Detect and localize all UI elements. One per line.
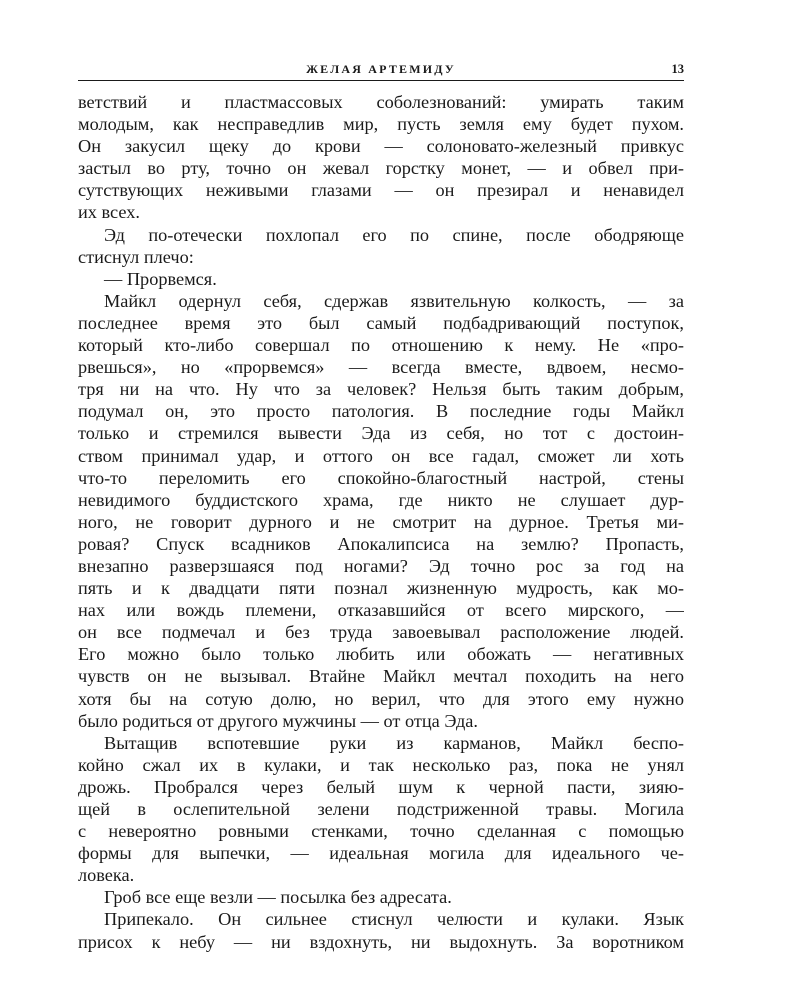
running-title: ЖЕЛАЯ АРТЕМИДУ [306,62,456,76]
text-line: застыл во рту, точно он жевал горстку монет, — и обвел при- [78,158,684,179]
text-line: дрожь. Пробрался через белый шум к черной пасти, зияю- [78,776,684,797]
text-line: чувств он не вызывал. Втайне Майкл мечтал походить на него [78,666,684,687]
text-line: Его можно было только любить или обожать — негативных [78,644,684,665]
text-line: что-то переломить его спокойно-благостный настрой, стены [78,467,684,488]
text-line: щей в ослепительной зелени подстриженной травы. Могила [78,799,684,819]
text-line: ловека. [78,865,135,886]
text-line: пять и к двадцати пяти познал жизненную мудрость, как мо- [78,578,684,599]
text-line: только и стремился вывести Эда из себя, но тот с достоин- [78,423,684,444]
body-text [78,91,684,953]
text-line: их всех. [78,202,140,223]
text-line: ного, не говорит дурного и не смотрит на дурное. Третья ми- [78,511,684,532]
text-line: молодым, как несправедлив мир, пусть земля ему будет пухом. [78,114,684,135]
text-line: невидимого буддистского храма, где никто не слушает дур- [78,489,684,510]
text-line: с невероятно ровными стенками, точно сделанная с помощью [78,821,684,842]
text-line: стиснул плечо: [78,246,194,267]
page-number: 13 [671,62,684,76]
text-line: ветствий и пластмассовых соболезнований: умирать таким [78,92,684,112]
text-line: нах или вождь племени, отказавшийся от всего мирского, — [78,600,684,621]
text-line: Припекало. Он сильнее стиснул челюсти и кулаки. Язык [104,909,684,930]
text-line: Эд по-отечески похлопал его по спине, после ободряюще [104,224,684,245]
book-page [78,58,684,953]
text-line: Он закусил щеку до крови — солоновато-железный привкус [78,136,684,157]
text-line: тря ни на что. Ну что за человек? Нельзя быть таким добрым, [78,379,684,400]
text-line: — Прорвемся. [104,268,217,289]
text-line: который кто-либо совершал по отношению к нему. Не «про- [78,335,684,356]
text-line: ством принимал удар, и оттого он все гадал, сможет ли хоть [78,445,684,466]
text-line: внезапно разверзшаяся под ногами? Эд точно рос за год на [78,555,684,576]
text-line: ровая? Спуск всадников Апокалипсиса на землю? Пропасть, [78,533,684,554]
text-line: присох к небу — ни вздохнуть, ни выдохнуть. За воротником [78,931,684,952]
text-line: формы для выпечки, — идеальная могила для идеального че- [78,843,684,864]
text-line: он все подмечал и без труда завоевывал расположение людей. [78,622,684,643]
text-line: Майкл одернул себя, сдержав язвительную колкость, — за [104,290,684,311]
text-line: рвешься», но «прорвемся» — всегда вместе, вдвоем, несмо- [78,357,684,378]
text-line: Вытащив вспотевшие руки из карманов, Майкл беспо- [104,732,684,753]
text-line: подумал он, это просто патология. В последние годы Майкл [78,401,684,422]
text-line: сутствующих неживыми глазами — он презирал и ненавидел [78,180,684,201]
text-line: было родиться от другого мужчины — от отца Эда. [78,710,478,731]
text-line: Гроб все еще везли — посылка без адресата. [104,887,452,908]
running-header [78,58,684,81]
text-line: хотя бы на сотую долю, но верил, что для этого ему нужно [78,688,684,709]
text-line: последнее время это был самый подбадривающий поступок, [78,312,684,333]
text-line: койно сжал их в кулаки, и так несколько раз, пока не унял [78,754,684,775]
